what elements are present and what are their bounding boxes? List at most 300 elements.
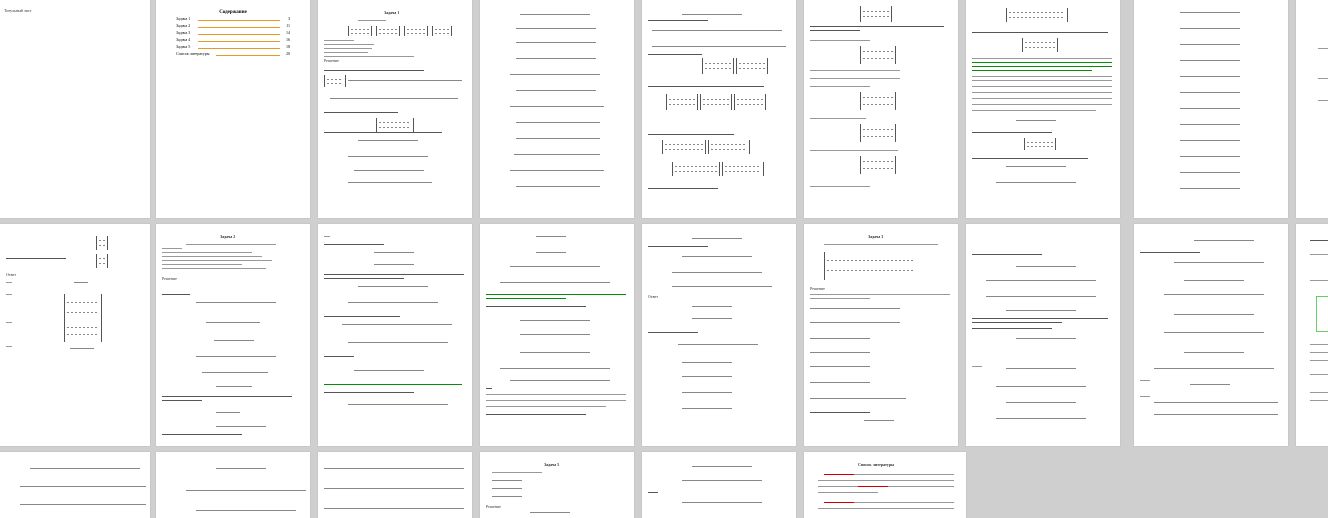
text-line (810, 294, 950, 295)
text-line (810, 40, 870, 41)
text-line (810, 70, 900, 71)
text-line (162, 264, 242, 265)
text-line (1140, 380, 1150, 381)
text-line (972, 76, 1112, 77)
equation (348, 300, 438, 305)
equation (20, 484, 146, 489)
matrix (860, 124, 896, 142)
task-heading: Задача 5 (544, 462, 560, 467)
text-line (972, 104, 1112, 105)
equation (70, 346, 94, 351)
equation (1180, 90, 1240, 95)
text-line (324, 274, 464, 275)
matrix (432, 26, 452, 36)
text-line (810, 118, 866, 119)
highlighted-line (972, 62, 1112, 63)
matrix (736, 58, 768, 74)
toc-entry-label: Задача 4 (176, 37, 191, 42)
equation (1016, 264, 1076, 269)
bibliography-heading: Список литературы (858, 462, 895, 467)
equation (510, 264, 600, 269)
equation (374, 262, 414, 267)
matrix (348, 26, 372, 36)
equation (810, 320, 900, 325)
equation (206, 320, 260, 325)
equation (358, 284, 428, 289)
equation (354, 168, 424, 173)
equation (1184, 278, 1244, 283)
page-partial (1296, 224, 1328, 446)
matrix (376, 26, 400, 36)
text-line (854, 502, 954, 503)
equation (810, 350, 870, 355)
equation (810, 396, 906, 401)
page-task-3-cont (156, 452, 310, 518)
task-heading: Задача 3 (868, 234, 884, 239)
text-line (810, 78, 900, 79)
text-line (1318, 100, 1328, 101)
text-line (324, 356, 354, 357)
page-contents (156, 0, 310, 218)
equation (342, 322, 452, 327)
text-line (486, 394, 626, 395)
equation (692, 464, 752, 469)
text-line (972, 98, 1112, 99)
page-task-2 (156, 224, 310, 446)
equation (500, 280, 610, 285)
page-task-1-answer (0, 224, 150, 446)
toc-entry-label: Задача 5 (176, 44, 191, 49)
equation (186, 488, 306, 493)
toc-entry-page: 20 (286, 51, 290, 56)
text-line (1310, 374, 1328, 375)
text-line (324, 52, 368, 53)
text-line (162, 294, 190, 295)
equation (216, 410, 240, 415)
text-line (972, 80, 1112, 81)
equation (196, 508, 296, 513)
equation (520, 350, 590, 355)
text-line (972, 158, 1088, 159)
page-task-5 (480, 452, 634, 518)
text-line (486, 406, 606, 407)
toc-entry[interactable] (176, 51, 290, 57)
equation (672, 284, 772, 289)
equation (500, 366, 610, 371)
text-line (810, 86, 870, 87)
highlighted-line (972, 66, 1112, 67)
equation (1180, 186, 1240, 191)
equation (1180, 170, 1240, 175)
equation (1016, 336, 1076, 341)
equation (1180, 42, 1240, 47)
equation (196, 354, 276, 359)
equation (492, 494, 522, 499)
matrix (64, 320, 102, 342)
text-line (162, 268, 266, 269)
answer-label: Ответ (648, 294, 659, 299)
solution-label: Решение (810, 286, 825, 291)
matrix (860, 6, 892, 22)
toc-leader (198, 20, 280, 21)
text-line (972, 254, 1042, 255)
equation (324, 486, 464, 491)
equation (810, 306, 900, 311)
equation (530, 510, 570, 515)
text-line (1318, 78, 1328, 79)
highlighted-line (972, 70, 1092, 71)
equation (682, 390, 732, 395)
text-line (162, 396, 292, 397)
text-line (972, 318, 1108, 319)
toc-entry-page: 16 (286, 37, 290, 42)
text-line (6, 294, 12, 295)
toc-leader (198, 34, 280, 35)
highlighted-line (486, 294, 626, 295)
text-line (648, 188, 718, 189)
toc-entry[interactable] (176, 16, 290, 22)
equation (516, 26, 596, 31)
text-line (492, 472, 542, 473)
text-line (1140, 396, 1150, 397)
toc-entry-page: 14 (286, 30, 290, 35)
text-line (358, 20, 386, 21)
equation (1180, 106, 1240, 111)
text-line (486, 414, 586, 415)
equation (986, 294, 1096, 299)
equation (516, 120, 600, 125)
toc-entry[interactable] (176, 30, 290, 36)
equation (374, 250, 414, 255)
text-line (810, 150, 898, 151)
equation (516, 88, 596, 93)
equation (348, 154, 428, 159)
equation (1184, 350, 1244, 355)
solution-label: Решение (324, 58, 339, 63)
equation (1006, 308, 1076, 313)
equation (1180, 74, 1240, 79)
page-task-1-cont (1134, 0, 1288, 218)
equation (1194, 238, 1254, 243)
page-task-3-cont (966, 224, 1120, 446)
toc-entry-page: 3 (288, 16, 290, 21)
text-line (324, 48, 372, 49)
equation (216, 424, 266, 429)
text-line (648, 332, 698, 333)
matrix (824, 252, 915, 280)
toc-entry[interactable] (176, 23, 290, 29)
page-task-3-cont (1134, 224, 1288, 446)
solution-label: Решение (486, 504, 501, 509)
text-line (648, 492, 658, 493)
toc-entry-page: 18 (286, 44, 290, 49)
equation (1190, 382, 1230, 387)
text-line (324, 392, 414, 393)
page-task-3-cont (0, 452, 150, 518)
equation (692, 236, 742, 241)
text-line (810, 26, 944, 27)
text-line (162, 256, 262, 257)
text-line (972, 58, 1112, 59)
title-page-heading: Титульный лист (4, 8, 32, 13)
matrix (376, 118, 414, 132)
text-line (818, 480, 954, 481)
equation (348, 180, 432, 185)
matrix (700, 94, 732, 110)
text-line (1310, 400, 1328, 401)
equation (216, 466, 266, 471)
answer-label: Ответ (6, 272, 17, 277)
highlighted-line (824, 474, 854, 475)
equation (510, 378, 610, 383)
matrix (666, 94, 698, 110)
equation (1180, 58, 1240, 63)
page-task-2-cont (480, 224, 634, 446)
text-line (1140, 252, 1200, 253)
text-line (324, 132, 442, 133)
matrix (1024, 138, 1056, 150)
equation (1154, 412, 1278, 417)
matrix (64, 294, 102, 322)
toc-leader (198, 41, 280, 42)
equation (520, 12, 590, 17)
text-line (1318, 48, 1328, 49)
text-line (162, 400, 202, 401)
matrix (860, 156, 896, 174)
equation (324, 466, 464, 471)
page-bibliography (804, 452, 966, 518)
page-task-2-cont (318, 224, 472, 446)
equation (492, 486, 522, 491)
equation (692, 316, 732, 321)
page-task-1-cont (480, 0, 634, 218)
equation (510, 104, 604, 109)
equation (516, 40, 596, 45)
matrix (662, 140, 706, 154)
text-line (486, 400, 626, 401)
text-line (818, 486, 858, 487)
toc-entry-label: Задача 2 (176, 23, 191, 28)
table-fragment (1316, 296, 1328, 332)
text-line (818, 492, 878, 493)
toc-entry-label: Задача 1 (176, 16, 191, 21)
equation (536, 234, 566, 239)
equation (516, 184, 600, 189)
equation (516, 56, 596, 61)
text-line (162, 248, 182, 249)
matrix (860, 92, 896, 110)
text-line (6, 282, 12, 283)
text-line (972, 132, 1052, 133)
toc-leader (198, 27, 280, 28)
matrix (860, 46, 896, 64)
text-line (648, 134, 734, 135)
text-line (1310, 240, 1328, 241)
text-line (1310, 344, 1328, 345)
text-line (486, 388, 492, 389)
matrix (702, 58, 734, 74)
page-title-sheet (0, 0, 150, 218)
text-line (324, 44, 374, 45)
equation (510, 72, 600, 77)
matrix (672, 162, 720, 176)
equation (1174, 260, 1264, 265)
text-line (824, 244, 938, 245)
equation (196, 300, 276, 305)
text-line (162, 260, 272, 261)
task-heading: Задача 2 (220, 234, 236, 239)
equation (682, 500, 762, 505)
equation (996, 384, 1086, 389)
text-line (854, 474, 954, 475)
text-line (972, 366, 982, 367)
matrix (96, 254, 108, 268)
text-line (1310, 360, 1328, 361)
equation (1180, 138, 1240, 143)
equation (520, 318, 590, 323)
text-line (1310, 280, 1328, 281)
equation (348, 340, 448, 345)
equation (202, 370, 268, 375)
equation (214, 338, 254, 343)
equation (996, 180, 1076, 185)
text-line (818, 508, 954, 509)
text-line (888, 486, 954, 487)
equation (354, 368, 424, 373)
text-line (1310, 254, 1328, 255)
equation (1154, 366, 1274, 371)
toc-entry-page: 11 (286, 23, 290, 28)
text-line (6, 346, 12, 347)
text-line (6, 258, 66, 259)
task-heading: Задача 1 (384, 10, 400, 15)
matrix (1022, 38, 1058, 52)
equation (348, 78, 462, 83)
equation (30, 466, 140, 471)
equation (348, 402, 448, 407)
highlighted-line (858, 486, 888, 487)
text-line (324, 40, 354, 41)
matrix (734, 94, 766, 110)
matrix (404, 26, 428, 36)
highlighted-line (824, 502, 854, 503)
equation (324, 506, 464, 511)
equation (810, 336, 870, 341)
page-task-1-cont (966, 0, 1120, 218)
text-line (972, 32, 1108, 33)
toc-heading: Содержание (219, 10, 247, 15)
matrix (1006, 8, 1068, 22)
highlighted-line (486, 298, 566, 299)
equation (864, 418, 894, 423)
equation (492, 478, 522, 483)
matrix (722, 162, 764, 176)
equation (74, 280, 88, 285)
text-line (162, 252, 252, 253)
text-line (648, 86, 764, 87)
text-line (324, 244, 384, 245)
equation (330, 96, 458, 101)
toc-entry-label: Список литературы (176, 51, 210, 56)
text-line (6, 322, 12, 323)
equation (1180, 10, 1240, 15)
text-line (972, 92, 1112, 93)
page-task-5-cont (642, 452, 796, 518)
highlighted-line (324, 384, 462, 385)
solution-label: Решение (162, 276, 177, 281)
text-line (972, 110, 1096, 111)
matrix (96, 236, 108, 250)
equation (986, 278, 1096, 283)
equation (1180, 26, 1240, 31)
equation (652, 44, 786, 49)
text-line (810, 30, 860, 31)
text-line (324, 112, 398, 113)
equation (510, 168, 604, 173)
page-task-1 (318, 0, 472, 218)
equation (1164, 330, 1264, 335)
equation (652, 28, 782, 33)
page-task-3 (804, 224, 958, 446)
text-line (486, 306, 586, 307)
toc-entry[interactable] (176, 44, 290, 50)
equation (1006, 164, 1066, 169)
text-line (324, 316, 400, 317)
text-line (648, 54, 702, 55)
matrix (324, 75, 346, 87)
text-line (810, 412, 870, 413)
toc-entry-label: Задача 3 (176, 30, 191, 35)
equation (1164, 292, 1264, 297)
text-line (162, 434, 242, 435)
equation (1006, 366, 1076, 371)
equation (996, 416, 1086, 421)
text-line (648, 246, 708, 247)
text-line (810, 186, 870, 187)
equation (682, 12, 742, 17)
equation (692, 304, 732, 309)
page-task-1-cont (804, 0, 958, 218)
equation (678, 342, 758, 347)
equation (20, 502, 146, 507)
toc-leader (198, 48, 280, 49)
text-line (972, 322, 1062, 323)
toc-leader (216, 55, 280, 56)
text-line (324, 56, 414, 57)
equation (1180, 122, 1240, 127)
equation (358, 138, 418, 143)
equation (682, 374, 732, 379)
text-line (324, 236, 330, 237)
page-partial (1296, 0, 1328, 218)
page-task-4 (318, 452, 472, 518)
equation (520, 332, 590, 337)
equation (1006, 400, 1076, 405)
text-line (972, 86, 1112, 87)
equation (682, 478, 762, 483)
text-line (324, 278, 404, 279)
equation (514, 152, 600, 157)
equation (516, 136, 600, 141)
equation (682, 406, 732, 411)
page-task-1-cont (642, 0, 796, 218)
equation (810, 380, 870, 385)
equation (1016, 118, 1056, 123)
text-line (1310, 392, 1328, 393)
toc-entry[interactable] (176, 37, 290, 43)
equation (1180, 154, 1240, 159)
equation (682, 360, 732, 365)
